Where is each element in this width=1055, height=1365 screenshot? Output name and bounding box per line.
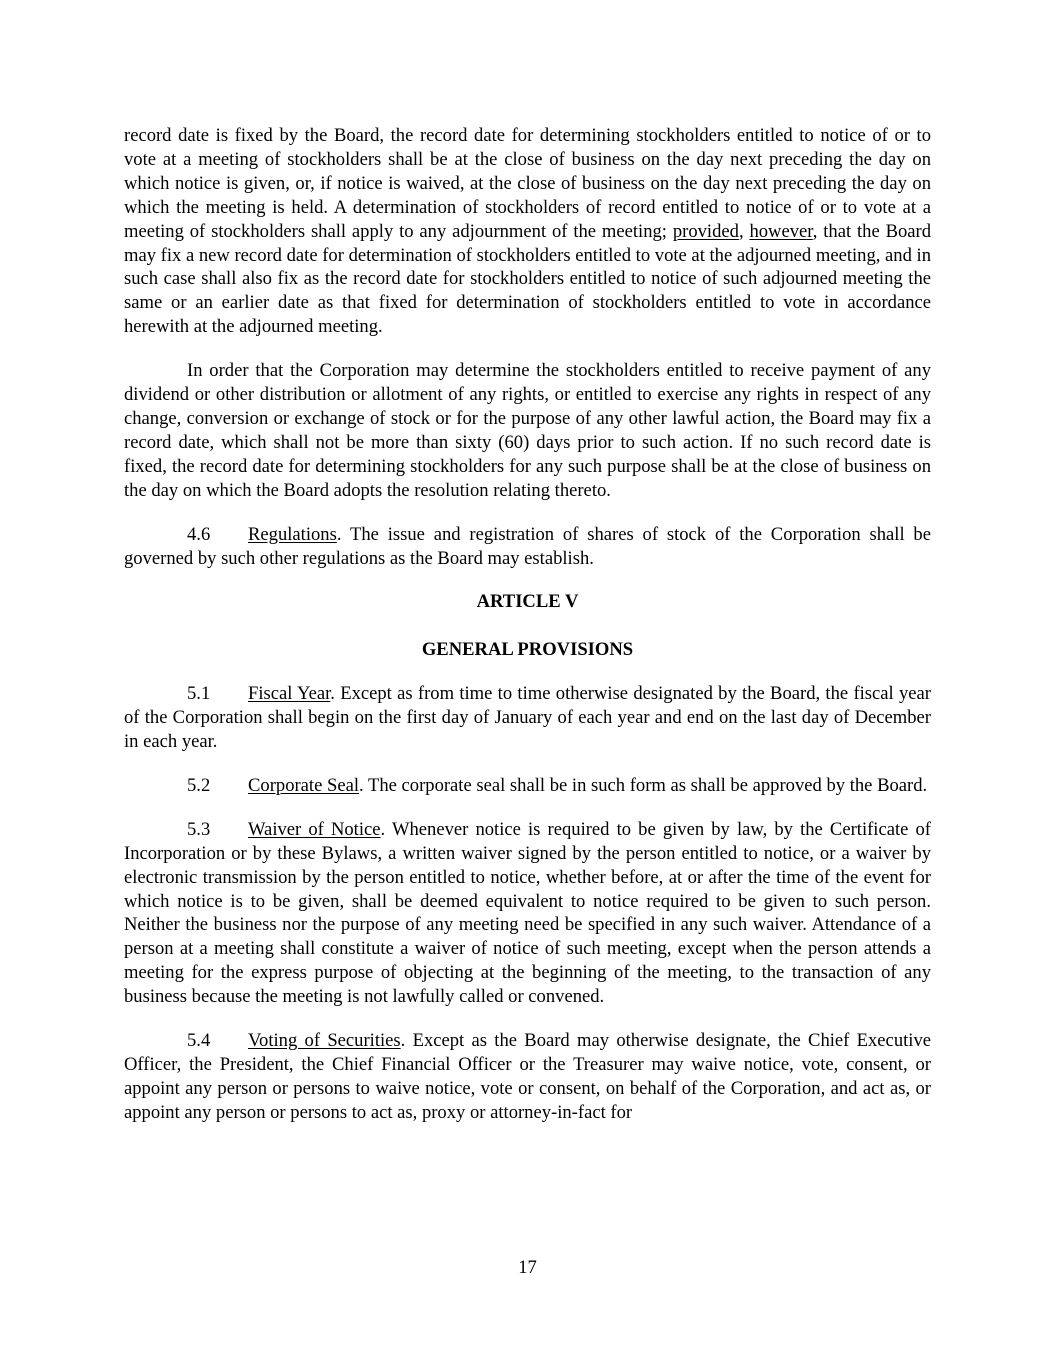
underlined-term-provided: provided <box>672 220 739 242</box>
section-title: Fiscal Year <box>248 683 331 705</box>
section-title: Voting of Securities <box>248 1030 401 1052</box>
section-5-1 <box>124 682 931 754</box>
paragraph-dividend-record-date <box>124 359 931 502</box>
section-number: 5.2 <box>187 774 211 796</box>
section-number: 5.3 <box>187 818 211 840</box>
section-text: . Except as from time to time otherwise designated by the Board, the fiscal year of the Corporation shall begin on the first day of January of each year and end on the last day of December in each year. <box>124 683 931 753</box>
separator-text: , <box>738 220 750 242</box>
section-number: 5.1 <box>187 683 211 705</box>
paragraph-text: record date is fixed by the Board, the record date for determining stockholders entitled to notice of or to vote at a meeting of stockholders shall be at the close of business on the day next preceding the day on which notice is given, or, if notice is waived, at the close of business on the day next preceding the day on which the meeting is held. A determination of stockholders of record entitled to notice of or to vote at a meeting of stockholders shall apply to any adjournment of the meeting; <box>124 125 931 242</box>
article-title: GENERAL PROVISIONS <box>421 639 634 661</box>
section-text: . The issue and registration of shares of stock of the Corporation shall be governed by such other regulations as the Board may establish. <box>124 523 931 569</box>
section-text: . The corporate seal shall be in such form as shall be approved by the Board. <box>359 774 928 796</box>
article-heading: ARTICLE V <box>476 591 579 613</box>
paragraph-record-date-continued <box>124 124 931 339</box>
section-title: Waiver of Notice <box>248 818 381 840</box>
section-5-3 <box>124 818 931 1009</box>
section-4-6 <box>124 523 931 571</box>
document-page <box>124 124 931 1145</box>
section-text: . Except as the Board may otherwise designate, the Chief Executive Officer, the President, the Chief Financial Officer or the Treasurer may waive notice, vote, consent, or appoint any person or persons to waive notice, vote or consent, on behalf of the Corporation, and act as, or appoint any person or persons to act as, proxy or attorney-in-fact for <box>124 1030 931 1123</box>
section-5-4 <box>124 1029 931 1125</box>
section-title: Corporate Seal <box>248 774 360 796</box>
page-number: 17 <box>518 1257 537 1278</box>
section-number: 5.4 <box>187 1030 211 1052</box>
section-number: 4.6 <box>187 523 211 545</box>
section-text: . Whenever notice is required to be given by law, by the Certificate of Incorporation or by these Bylaws, a written waiver signed by the person entitled to notice, or a waiver by electronic transmission by the person entitled to notice, whether before, at or after the time of the event for which notice is to be given, shall be deemed equivalent to notice required to be given to such person. Neither the business nor the purpose of any meeting need be specified in any such waiver. Attendance of a person at a meeting shall constitute a waiver of notice of such meeting, except when the person attends a meeting for the express purpose of objecting at the beginning of the meeting, to the transaction of any business because the meeting is not lawfully called or convened. <box>124 818 931 1008</box>
paragraph-text: , that the Board may fix a new record date for determination of stockholders entitled to vote at the adjourned meeting, and in such case shall also fix as the record date for stockholders entitled to notice of such adjourned meeting the same or an earlier date as that fixed for determination of stockholders entitled to vote in accordance herewith at the adjourned meeting. <box>124 220 932 338</box>
underlined-term-however: however <box>749 220 813 242</box>
section-5-2 <box>124 774 931 798</box>
paragraph-text: In order that the Corporation may determine the stockholders entitled to receive payment of any dividend or other distribution or allotment of any rights, or entitled to exercise any rights in respect of any change, conversion or exchange of stock or for the purpose of any other lawful action, the Board may fix a record date, which shall not be more than sixty (60) days prior to such action. If no such record date is fixed, the record date for determining stockholders for any such purpose shall be at the close of business on the day on which the Board adopts the resolution relating thereto. <box>124 360 931 501</box>
section-title: Regulations <box>248 523 337 545</box>
